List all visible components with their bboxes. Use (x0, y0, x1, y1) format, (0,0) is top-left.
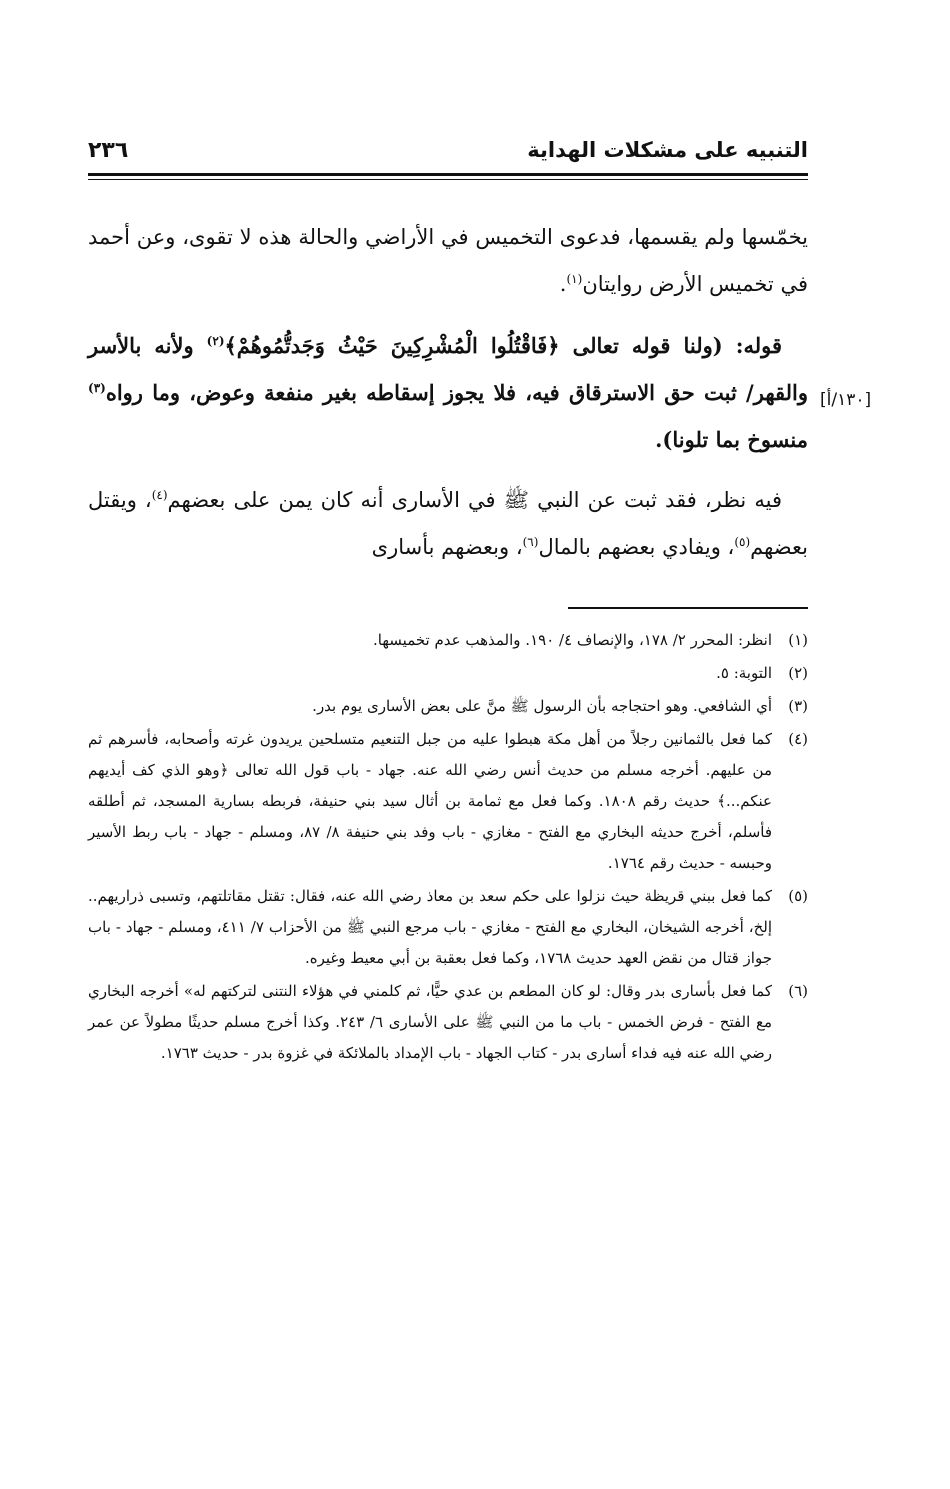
footnote-number: (٤) (788, 730, 808, 748)
footnote-text: كما فعل ببني قريظة حيث نزلوا على حكم سعد بن معاذ رضي الله عنه، فقال: تقتل مقاتلتهم، وتسبى ذراريهم.. إلخ، أخرجه الشيخان، البخاري مع الفتح - مغازي - باب مرجع النبي ﷺ من الأحزاب ٧/ ٤١١، ومسلم - جهاد - باب جواز قتال من نقض العهد حديث ١٧٦٨، وكما فعل بعقبة بن أبي معيط وغيره. (88, 887, 772, 967)
footnotes (88, 625, 808, 1071)
paragraph-1-end: . (559, 272, 567, 296)
footnote-number: (٥) (788, 887, 808, 905)
paragraph-1-text: يخمّسها ولم يقسمها، فدعوى التخميس في الأراضي والحالة هذه لا تقوى، وعن أحمد في تخميس الأرض روايتان (88, 225, 808, 296)
footnote-3 (88, 691, 808, 722)
footnote-number: (٦) (788, 982, 808, 1000)
footnote-number: (١) (788, 631, 808, 649)
quote-middle: ولأنه بالأسر والقهر/ ثبت حق الاسترقاق فيه، فلا يجوز إسقاطه بغير منفعة وعوض، وما رواه (88, 333, 808, 405)
footnote-ref-6: (٦) (522, 535, 539, 549)
footnote-ref-5: (٥) (734, 535, 751, 549)
paragraph-3-part-d: ، وبعضهم بأسارى (371, 535, 523, 559)
footnote-1 (88, 625, 808, 656)
footnote-6 (88, 976, 808, 1069)
header-rule-thin (88, 179, 808, 180)
footnote-2 (88, 658, 808, 689)
quote-end: منسوخ بما تلونا). (655, 427, 808, 452)
footnote-5 (88, 881, 808, 974)
footnote-ref-1: (١) (566, 272, 583, 286)
paragraph-3-part-a: فيه نظر، فقد ثبت عن النبي ﷺ في الأسارى أنه كان يمن على بعضهم (167, 488, 782, 512)
footnote-text: كما فعل بالثمانين رجلاً من أهل مكة هبطوا عليه من جبل التنعيم متسلحين يريدون غرته وأصحابه، فأسرهم ثم من عليهم. أخرجه مسلم من حديث أنس رضي الله عنه. جهاد - باب قول الله تعالى ﴿وهو الذي كف أيديهم عنكم...﴾ حديث رقم ١٨٠٨. وكما فعل مع ثمامة بن أثال سيد بني حنيفة، فربطه بسارية المسجد، ثم أطلقه فأسلم، أخرج حديثه البخاري مع الفتح - مغازي - باب وفد بني حنيفة ٨/ ٨٧، ومسلم - جهاد - باب ربط الأسير وحبسه - حديث رقم ١٧٦٤. (88, 730, 773, 872)
running-header (88, 136, 808, 172)
quote-intro: قوله: (ولنا قوله تعالى ﴿فَاقْتُلُوا الْمُشْرِكِينَ حَيْثُ وَجَدتُّمُوهُمْ﴾ (224, 333, 783, 358)
paragraph-3-part-b: ، ويقتل بعضهم (88, 488, 808, 559)
footnote-text: أي الشافعي. وهو احتجاجه بأن الرسول ﷺ منَّ على بعض الأسارى يوم بدر. (312, 697, 772, 715)
footnote-text: التوبة: ٥. (716, 664, 772, 682)
paragraph-3 (88, 477, 808, 571)
manuscript-folio-marker: [١٣٠/أ] (820, 390, 872, 410)
footnote-separator (568, 607, 808, 609)
footnote-text: انظر: المحرر ٢/ ١٧٨، والإنصاف ٤/ ١٩٠. والمذهب عدم تخميسها. (373, 631, 772, 649)
main-text (88, 214, 808, 585)
paragraph-1 (88, 214, 808, 308)
footnote-ref-4: (٤) (151, 488, 168, 502)
book-title: التنبيه على مشكلات الهداية (527, 138, 808, 162)
footnote-ref-3: (٣) (88, 381, 106, 395)
header-rule (88, 173, 808, 176)
footnote-4 (88, 724, 808, 879)
footnote-text: كما فعل بأسارى بدر وقال: لو كان المطعم بن عدي حيًّا، ثم كلمني في هؤلاء النتنى لتركتهم له» أخرجه البخاري مع الفتح - فرض الخمس - باب ما من النبي ﷺ على الأسارى ٦/ ٢٤٣. وكذا أخرج مسلم حديثًا مطولاً عن عمر رضي الله عنه فيه فداء أسارى بدر - كتاب الجهاد - باب الإمداد بالملائكة في غزوة بدر - حديث ١٧٦٣. (88, 982, 772, 1062)
footnote-number: (٢) (788, 664, 808, 682)
footnote-number: (٣) (788, 697, 808, 715)
footnote-ref-2: (٢) (206, 334, 225, 348)
page-number: ٢٣٦ (88, 138, 129, 163)
paragraph-3-part-c: ، ويفادي بعضهم بالمال (538, 535, 735, 559)
paragraph-2-quote (88, 322, 808, 463)
